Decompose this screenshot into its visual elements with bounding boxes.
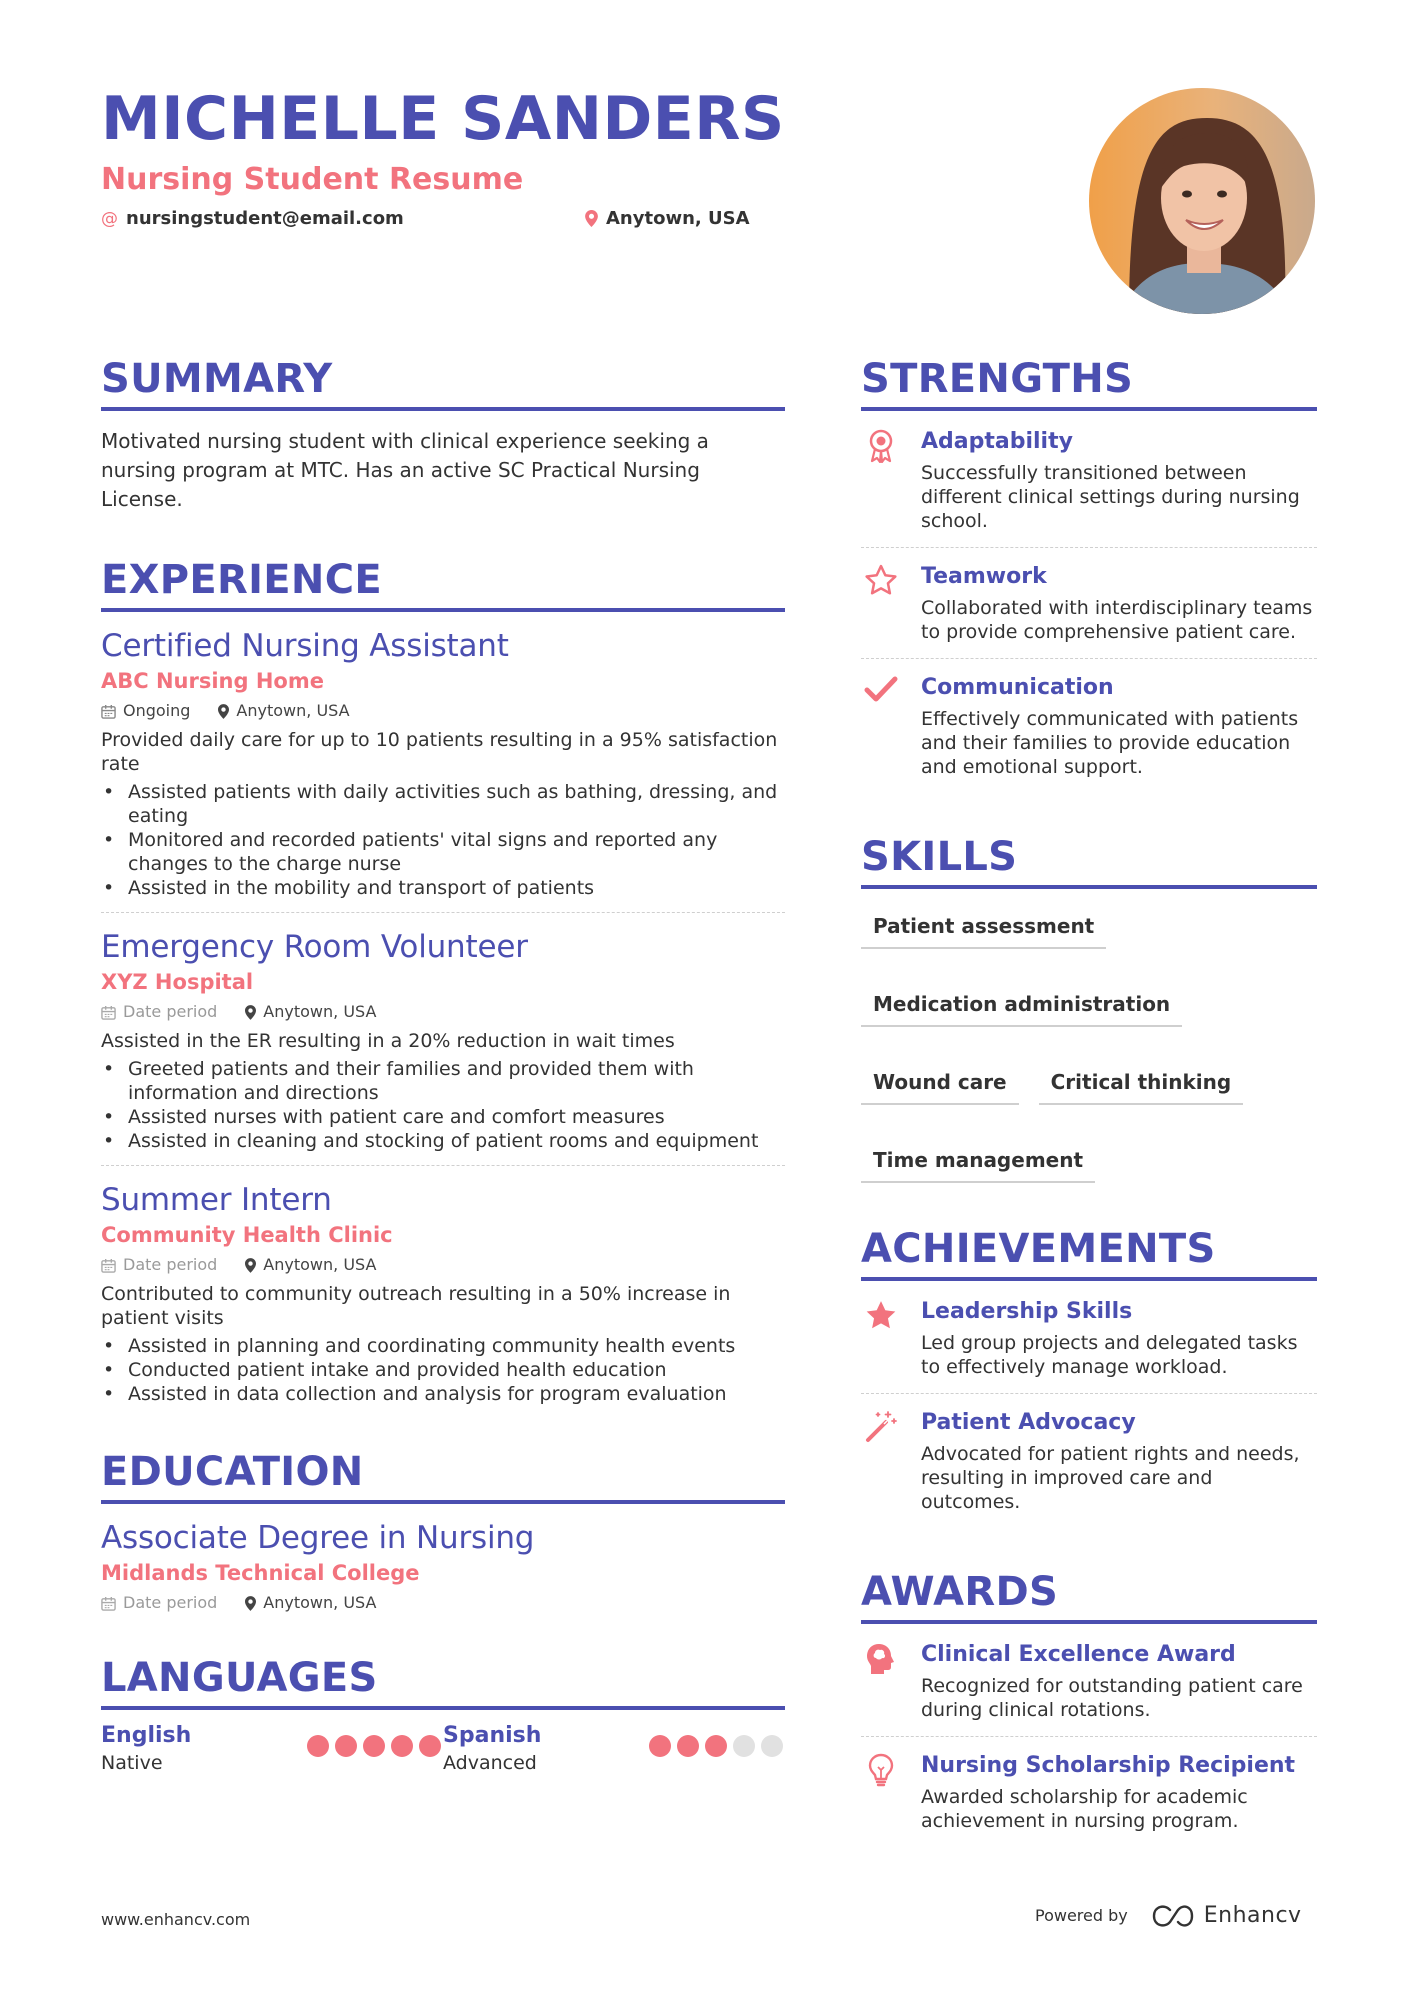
strengths-section xyxy=(861,355,1317,793)
job-entry xyxy=(101,612,785,900)
language-item xyxy=(443,1722,785,1776)
achievement-desc: Led group projects and delegated tasks to effectively manage workload. xyxy=(921,1332,1298,1378)
job-meta xyxy=(101,999,785,1025)
job-description: Contributed to community outreach resulting in a 50% increase in patient visits xyxy=(101,1283,731,1329)
strength-title: Adaptability xyxy=(921,429,1073,454)
job-title: Certified Nursing Assistant xyxy=(101,628,509,664)
rating-dot-filled xyxy=(705,1735,727,1757)
star-filled-icon xyxy=(864,1299,898,1331)
powered-by-text: Powered by xyxy=(1035,1906,1128,1925)
achievement-title: Leadership Skills xyxy=(921,1299,1133,1324)
job-location-text: Anytown, USA xyxy=(263,1002,377,1021)
language-name: English xyxy=(101,1723,192,1748)
job-title: Summer Intern xyxy=(101,1182,332,1218)
job-bullets xyxy=(101,1334,785,1406)
calendar-icon xyxy=(101,1596,116,1611)
magic-wand-icon xyxy=(864,1410,898,1444)
head-brain-icon xyxy=(865,1642,897,1676)
calendar-icon xyxy=(101,1258,116,1273)
brand-name: Enhancv xyxy=(1203,1903,1302,1928)
skill-tag: Patient assessment xyxy=(861,907,1106,949)
rating-dot-empty xyxy=(733,1735,755,1757)
language-level: Native xyxy=(101,1752,163,1774)
strength-title: Teamwork xyxy=(921,564,1047,589)
education-meta xyxy=(101,1590,785,1616)
job-location xyxy=(218,698,349,724)
award-desc: Recognized for outstanding patient care during clinical rotations. xyxy=(921,1675,1303,1721)
degree-title: Associate Degree in Nursing xyxy=(101,1520,535,1556)
job-location xyxy=(245,999,376,1025)
strength-item xyxy=(861,547,1317,658)
contact-info xyxy=(101,208,801,238)
summary-text: Motivated nursing student with clinical experience seeking a nursing program at MTC. Has an active SC Practical Nursing License. xyxy=(101,429,709,511)
achievement-item xyxy=(861,1283,1317,1393)
job-description: Assisted in the ER resulting in a 20% reduction in wait times xyxy=(101,1030,675,1052)
job-bullet: • Assisted in planning and coordinating community health events xyxy=(101,1334,785,1358)
location-pin-icon xyxy=(245,1005,256,1020)
job-period xyxy=(101,1252,217,1278)
achievement-desc: Advocated for patient rights and needs, resulting in improved care and outcomes. xyxy=(921,1443,1300,1513)
skill-tag: Wound care xyxy=(861,1063,1019,1105)
job-period xyxy=(101,698,190,724)
language-name: Spanish xyxy=(443,1723,542,1748)
calendar-icon xyxy=(101,704,116,719)
candidate-name: MICHELLE SANDERS xyxy=(101,84,785,154)
rating-dot-filled xyxy=(363,1735,385,1757)
language-list xyxy=(101,1722,785,1776)
rating-dot-filled xyxy=(391,1735,413,1757)
email-contact[interactable] xyxy=(101,208,404,229)
location-pin-icon xyxy=(245,1596,256,1611)
skills-title: SKILLS xyxy=(861,833,1317,889)
location-contact xyxy=(585,208,750,229)
footer-branding[interactable] xyxy=(1035,1903,1302,1928)
achievement-item xyxy=(861,1393,1317,1528)
email-text: nursingstudent@email.com xyxy=(126,208,404,229)
education-entry xyxy=(101,1504,785,1616)
language-rating xyxy=(307,1735,441,1757)
job-bullet: • Assisted in cleaning and stocking of patient rooms and equipment xyxy=(101,1129,785,1153)
rating-dot-filled xyxy=(649,1735,671,1757)
award-item xyxy=(861,1626,1317,1736)
job-entry xyxy=(101,912,785,1153)
award-item xyxy=(861,1736,1317,1847)
job-period-text: Date period xyxy=(123,1255,218,1274)
job-bullet: • Assisted patients with daily activities such as bathing, dressing, and eating xyxy=(101,780,785,828)
job-bullet: • Assisted nurses with patient care and comfort measures xyxy=(101,1105,785,1129)
education-period-text: Date period xyxy=(123,1593,218,1612)
strength-desc: Effectively communicated with patients and their families to provide education and emotional support. xyxy=(921,708,1299,778)
resume-header xyxy=(101,82,801,238)
summary-title: SUMMARY xyxy=(101,355,785,411)
skill-tag: Critical thinking xyxy=(1039,1063,1244,1105)
job-bullet: • Assisted in the mobility and transport of patients xyxy=(101,876,785,900)
achievements-section xyxy=(861,1225,1317,1528)
job-company: ABC Nursing Home xyxy=(101,669,324,693)
job-location-text: Anytown, USA xyxy=(236,701,350,720)
job-bullet: • Greeted patients and their families and provided them with information and directions xyxy=(101,1057,785,1105)
job-location xyxy=(245,1252,376,1278)
enhancv-logo-icon xyxy=(1150,1904,1196,1928)
job-bullets xyxy=(101,1057,785,1153)
strength-desc: Successfully transitioned between different clinical settings during nursing school. xyxy=(921,462,1300,532)
experience-section xyxy=(101,556,785,1406)
strength-title: Communication xyxy=(921,675,1114,700)
location-pin-icon xyxy=(245,1258,256,1273)
location-pin-icon xyxy=(218,704,229,719)
job-location-text: Anytown, USA xyxy=(263,1255,377,1274)
job-period-text: Ongoing xyxy=(123,701,191,720)
brand-logo xyxy=(1150,1903,1302,1928)
left-column xyxy=(101,355,785,1776)
location-text: Anytown, USA xyxy=(606,208,750,229)
location-pin-icon xyxy=(585,210,598,227)
skills-section xyxy=(861,833,1317,1183)
resume-tagline: Nursing Student Resume xyxy=(101,162,524,197)
job-bullet: • Assisted in data collection and analysis for program evaluation xyxy=(101,1382,785,1406)
award-title: Nursing Scholarship Recipient xyxy=(921,1753,1296,1778)
strength-item xyxy=(861,413,1317,547)
education-title: EDUCATION xyxy=(101,1448,785,1504)
footer-website[interactable]: www.enhancv.com xyxy=(101,1910,251,1929)
strengths-title: STRENGTHS xyxy=(861,355,1317,411)
language-level: Advanced xyxy=(443,1752,537,1774)
star-outline-icon xyxy=(864,564,898,596)
award-ribbon-icon xyxy=(866,429,896,463)
job-bullet: • Conducted patient intake and provided health education xyxy=(101,1358,785,1382)
skill-tag: Time management xyxy=(861,1141,1095,1183)
experience-title: EXPERIENCE xyxy=(101,556,785,612)
awards-section xyxy=(861,1568,1317,1847)
rating-dot-filled xyxy=(307,1735,329,1757)
job-meta xyxy=(101,1252,785,1278)
strength-desc: Collaborated with interdisciplinary teams to provide comprehensive patient care. xyxy=(921,597,1313,643)
language-rating xyxy=(649,1735,783,1757)
job-period-text: Date period xyxy=(123,1002,218,1021)
award-desc: Awarded scholarship for academic achievement in nursing program. xyxy=(921,1786,1248,1832)
job-bullet: • Monitored and recorded patients' vital signs and reported any changes to the charge nurse xyxy=(101,828,785,876)
languages-title: LANGUAGES xyxy=(101,1654,785,1710)
job-period xyxy=(101,999,217,1025)
skill-tag: Medication administration xyxy=(861,985,1182,1027)
award-title: Clinical Excellence Award xyxy=(921,1642,1236,1667)
achievement-title: Patient Advocacy xyxy=(921,1410,1136,1435)
job-bullets xyxy=(101,780,785,900)
job-title: Emergency Room Volunteer xyxy=(101,929,528,965)
job-description: Provided daily care for up to 10 patients resulting in a 95% satisfaction rate xyxy=(101,729,778,775)
education-location-text: Anytown, USA xyxy=(263,1593,377,1612)
summary-section xyxy=(101,355,785,514)
profile-photo xyxy=(1089,88,1315,314)
strength-item xyxy=(861,658,1317,793)
job-company: XYZ Hospital xyxy=(101,970,254,994)
right-column xyxy=(861,355,1317,1847)
languages-section xyxy=(101,1654,785,1776)
calendar-icon xyxy=(101,1005,116,1020)
education-location xyxy=(245,1590,376,1616)
school-name: Midlands Technical College xyxy=(101,1561,420,1585)
awards-title: AWARDS xyxy=(861,1568,1317,1624)
at-sign-icon: @ xyxy=(101,208,118,229)
job-meta xyxy=(101,698,785,724)
rating-dot-filled xyxy=(677,1735,699,1757)
job-company: Community Health Clinic xyxy=(101,1223,393,1247)
lightbulb-icon xyxy=(868,1753,894,1787)
rating-dot-filled xyxy=(419,1735,441,1757)
avatar xyxy=(1089,88,1315,314)
language-item xyxy=(101,1722,443,1776)
rating-dot-filled xyxy=(335,1735,357,1757)
education-period xyxy=(101,1590,217,1616)
rating-dot-empty xyxy=(761,1735,783,1757)
education-section xyxy=(101,1448,785,1616)
checkmark-icon xyxy=(864,675,898,703)
achievements-title: ACHIEVEMENTS xyxy=(861,1225,1317,1281)
job-entry xyxy=(101,1165,785,1406)
skill-tags xyxy=(861,907,1317,1183)
